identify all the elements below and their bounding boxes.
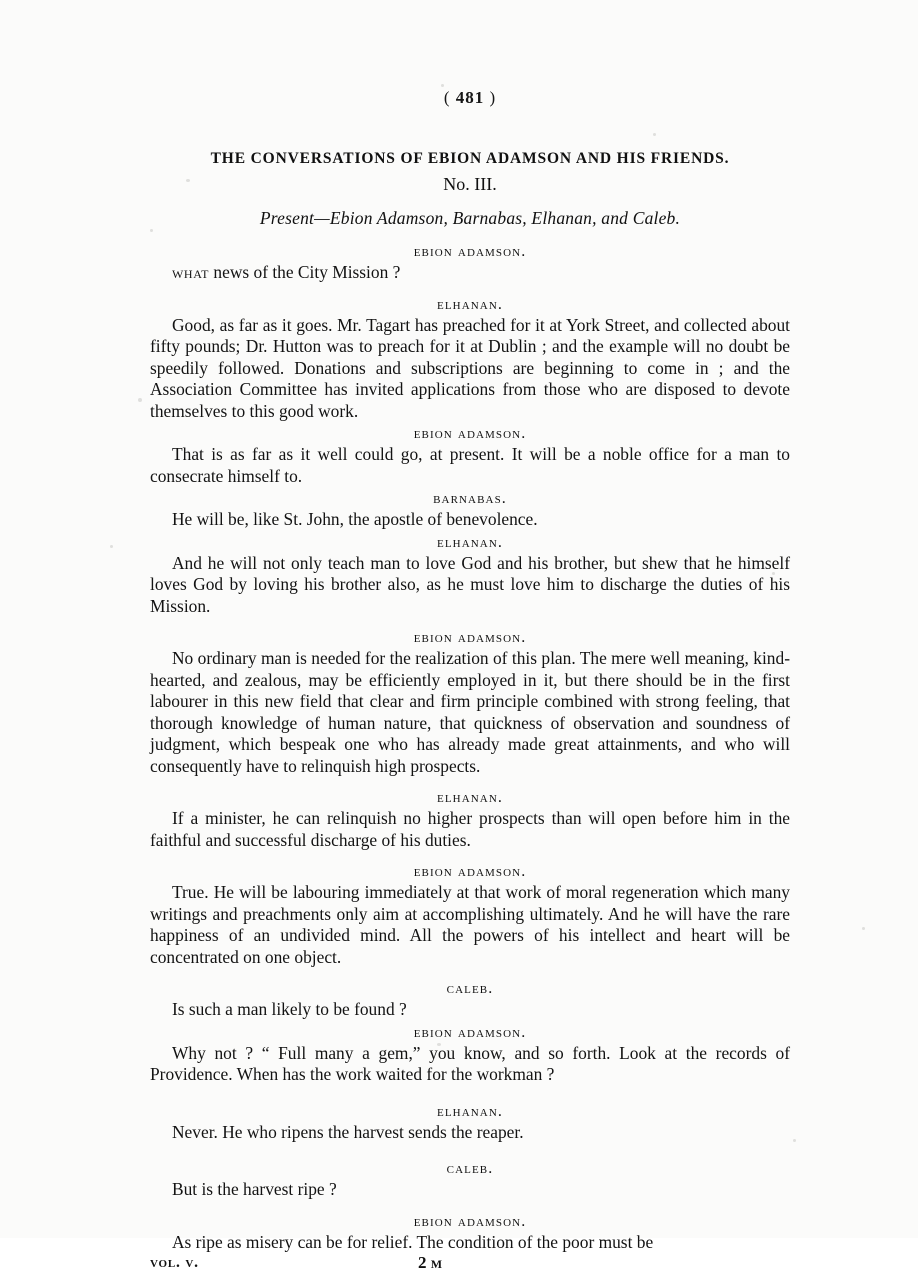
printer-signature: [418, 1253, 442, 1273]
speaker-name: ebion adamson.: [413, 1212, 527, 1230]
folio-open-paren: (: [443, 88, 451, 107]
speech-paragraph: Never. He who ripens the harvest sends the reaper.: [172, 1121, 524, 1142]
speech-lead-word: what: [172, 262, 210, 282]
speech-paragraph: That is as far as it well could go, at present. It will be a noble office for a man to consecrate himself to.: [150, 444, 790, 486]
folio-close-paren: ): [489, 88, 497, 107]
signature-number: 2: [418, 1253, 427, 1272]
scan-speckle: [862, 927, 865, 930]
speech-paragraph: Good, as far as it goes. Mr. Tagart has preached for it at York Street, and collected about fifty pounds; Dr. Hutton was to preach for it at Dublin ; and the example will no doubt be speedily followed. Donations and subscriptions are beginning to come in ; and the Association Committee has invited applications from those who are disposed to devote themselves to this good work.: [150, 314, 790, 421]
speaker-name: elhanan.: [437, 1102, 503, 1120]
volume-mark: vol. v.: [150, 1254, 199, 1271]
speech-paragraph: [150, 262, 790, 284]
speech-text: news of the City Mission ?: [209, 262, 401, 282]
speaker-name: elhanan.: [437, 789, 503, 806]
speech-paragraph: No ordinary man is needed for the realization of this plan. The mere well meaning, kind-hearted, and zealous, may be efficiently employed in it, but there should be in the first labourer in this new field that clear and firm principle combined with strong feeling, that thorough knowledge of human nature, that quickness of observation and soundness of judgment, which bespeak one who has already made great attainments, and who will consequently have to relinquish high prospects.: [150, 648, 790, 776]
scan-speckle: [441, 84, 444, 87]
speech-paragraph: And he will not only teach man to love God and his brother, but shew that he himself loves God by loving his brother also, as he must love him to discharge the duties of his Mission.: [150, 552, 790, 616]
speech-paragraph: If a minister, he can relinquish no higher prospects than will open before him in the faithful and successful discharge of his duties.: [150, 808, 790, 850]
article-title: THE CONVERSATIONS OF EBION ADAMSON AND HIS FRIENDS.: [210, 150, 730, 167]
present-cast-line: Present—Ebion Adamson, Barnabas, Elhanan, and Caleb.: [259, 208, 681, 228]
scan-speckle: [793, 1139, 796, 1142]
scan-speckle: [110, 545, 113, 548]
speaker-name: ebion adamson.: [413, 425, 527, 442]
folio-number: 481: [455, 88, 485, 107]
speaker-name: ebion adamson.: [413, 243, 527, 260]
scan-speckle: [138, 398, 142, 402]
speaker-name: ebion adamson.: [413, 1023, 527, 1041]
speech-paragraph: True. He will be labouring immediately at that work of moral regeneration which many writings and preachments only aim at accomplishing ultimately. And he will have the rare happiness of an undivided mind. All the powers of his intellect and heart will be concentrated on one object.: [150, 882, 790, 967]
speaker-name: elhanan.: [437, 295, 503, 313]
speaker-name: barnabas.: [433, 490, 507, 507]
article-number: No. III.: [443, 174, 497, 194]
speech-paragraph: Why not ? “ Full many a gem,” you know, and so forth. Look at the records of Providence. When has the work waited for the workman ?: [150, 1042, 790, 1084]
speech-paragraph: But is the harvest ripe ?: [172, 1179, 337, 1199]
page-footer: [150, 1254, 790, 1276]
speaker-name: ebion adamson.: [413, 863, 527, 880]
speaker-name: caleb.: [446, 980, 494, 997]
signature-letter: m: [430, 1253, 443, 1272]
speech-paragraph: Is such a man likely to be found ?: [172, 999, 407, 1019]
speech-paragraph: He will be, like St. John, the apostle of benevolence.: [172, 509, 538, 529]
speech-paragraph: As ripe as misery can be for relief. The condition of the poor must be: [172, 1231, 654, 1252]
speaker-name: elhanan.: [437, 533, 503, 551]
speaker-name: ebion adamson.: [413, 629, 527, 646]
page-folio: [150, 88, 790, 108]
speaker-name: caleb.: [446, 1160, 494, 1177]
page-content: [150, 88, 790, 1276]
